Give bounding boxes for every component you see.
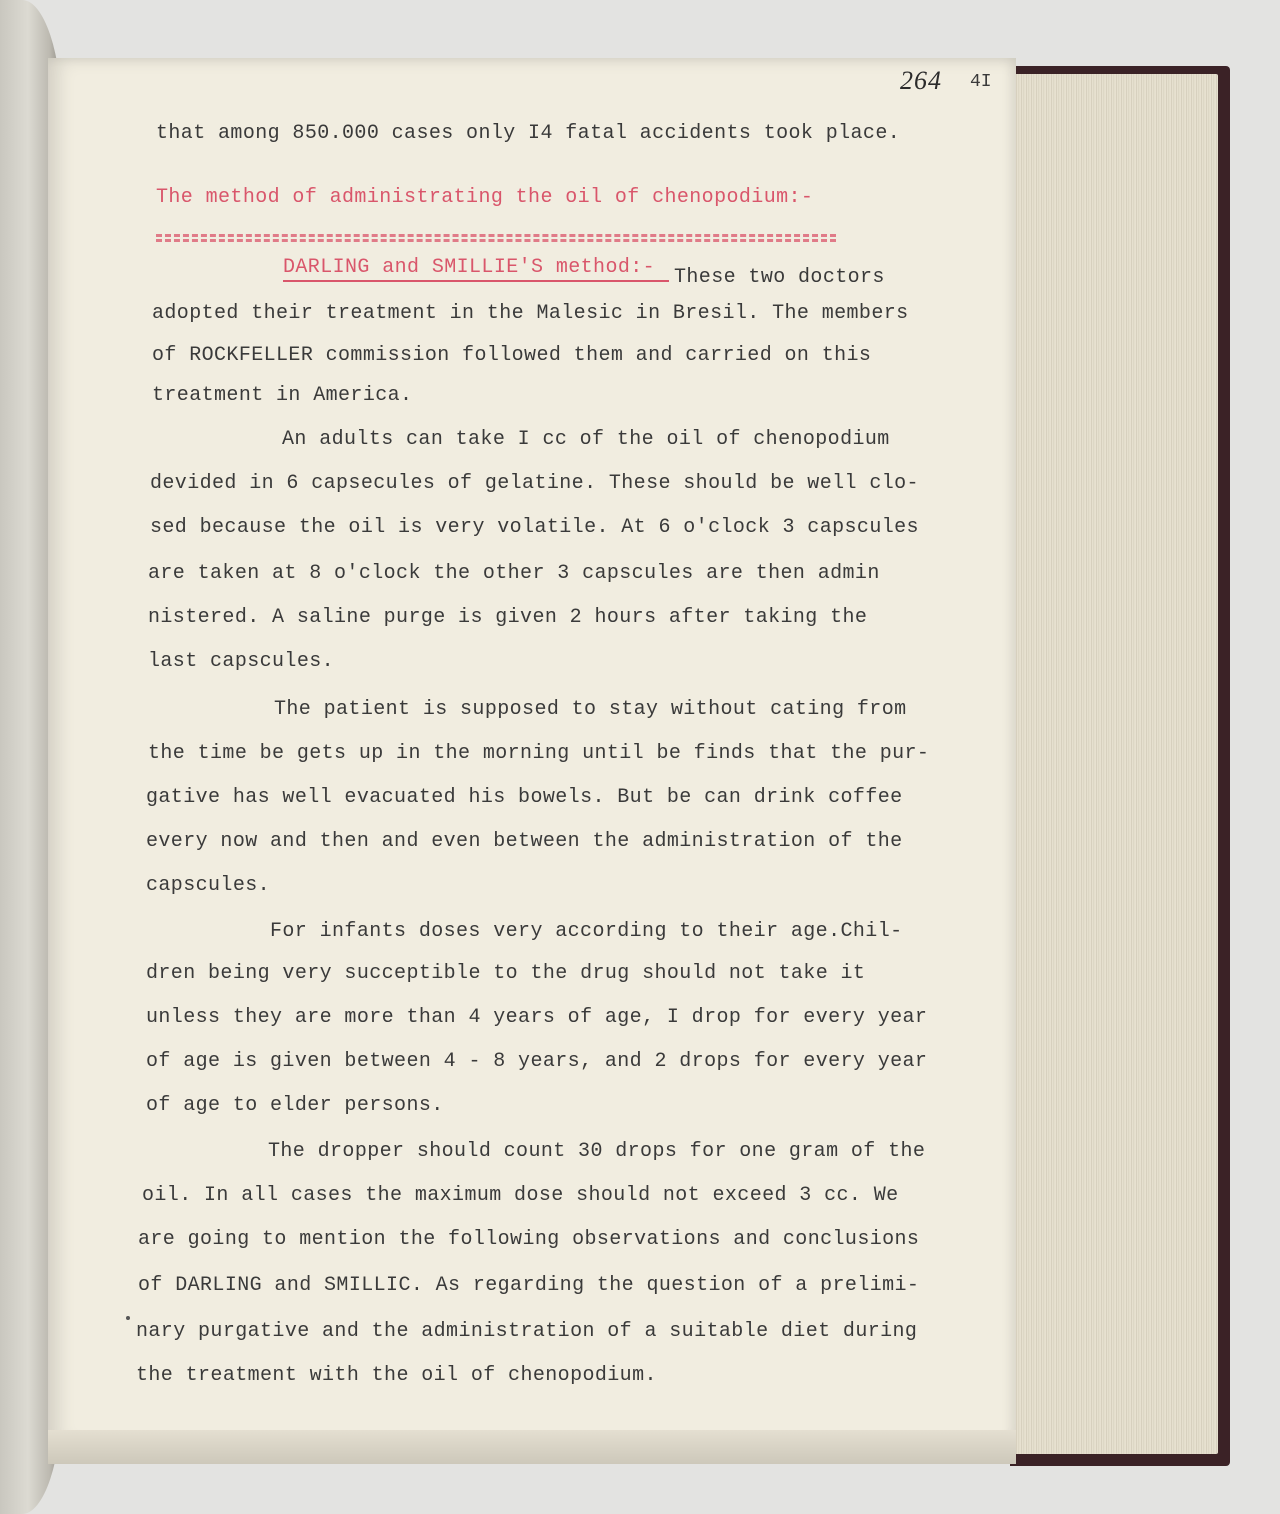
text-line: of ROCKFELLER commission followed them and carried on this bbox=[152, 344, 872, 367]
text-line: These two doctors bbox=[674, 266, 885, 289]
text-line: that among 850.000 cases only I4 fatal accidents took place. bbox=[156, 122, 901, 145]
method-label: DARLING and SMILLIE'S method:- bbox=[283, 256, 656, 279]
text-line: adopted their treatment in the Malesic in Bresil. The members bbox=[152, 302, 909, 325]
text-line: sed because the oil is very volatile. At 6 o'clock 3 capscules bbox=[150, 516, 919, 539]
text-line: every now and then and even between the administration of the bbox=[146, 830, 903, 853]
typed-page-number: 4I bbox=[970, 72, 992, 92]
text-line: the time be gets up in the morning until be finds that the pur- bbox=[148, 742, 930, 765]
text-line: treatment in America. bbox=[152, 384, 413, 407]
text-line: An adults can take I cc of the oil of chenopodium bbox=[282, 428, 890, 451]
text-line: unless they are more than 4 years of age, I drop for every year bbox=[146, 1006, 928, 1029]
text-line: For infants doses very according to their age.Chil- bbox=[270, 920, 903, 943]
method-label-underline bbox=[283, 280, 669, 282]
text-line: devided in 6 capsecules of gelatine. These should be well clo- bbox=[150, 472, 919, 495]
text-line: last capscules. bbox=[148, 650, 335, 673]
text-line: gative has well evacuated his bowels. But be can drink coffee bbox=[146, 786, 903, 809]
text-line: are going to mention the following observations and conclusions bbox=[138, 1228, 920, 1251]
text-line: The dropper should count 30 drops for one gram of the bbox=[268, 1140, 926, 1163]
text-line: nary purgative and the administration of a suitable diet during bbox=[136, 1320, 918, 1343]
page-stack bbox=[1012, 74, 1218, 1454]
page-bottom-edge bbox=[48, 1430, 1016, 1464]
text-line: oil. In all cases the maximum dose should not exceed 3 cc. We bbox=[142, 1184, 899, 1207]
text-line: dren being very succeptible to the drug should not take it bbox=[146, 962, 866, 985]
section-heading: The method of administrating the oil of chenopodium:- bbox=[156, 186, 814, 209]
margin-ink-dot bbox=[126, 1316, 130, 1320]
text-line: The patient is supposed to stay without cating from bbox=[274, 698, 907, 721]
heading-dashed-underline-2 bbox=[156, 226, 836, 237]
text-line: capscules. bbox=[146, 874, 271, 897]
text-line: are taken at 8 o'clock the other 3 capscules are then admin bbox=[148, 562, 880, 585]
handwritten-page-number: 264 bbox=[900, 66, 942, 95]
text-line: the treatment with the oil of chenopodium. bbox=[136, 1364, 657, 1387]
text-line: of age is given between 4 - 8 years, and 2 drops for every year bbox=[146, 1050, 928, 1073]
text-line: of DARLING and SMILLIC. As regarding the question of a prelimi- bbox=[138, 1274, 920, 1297]
text-line: nistered. A saline purge is given 2 hours after taking the bbox=[148, 606, 868, 629]
text-line: of age to elder persons. bbox=[146, 1094, 444, 1117]
